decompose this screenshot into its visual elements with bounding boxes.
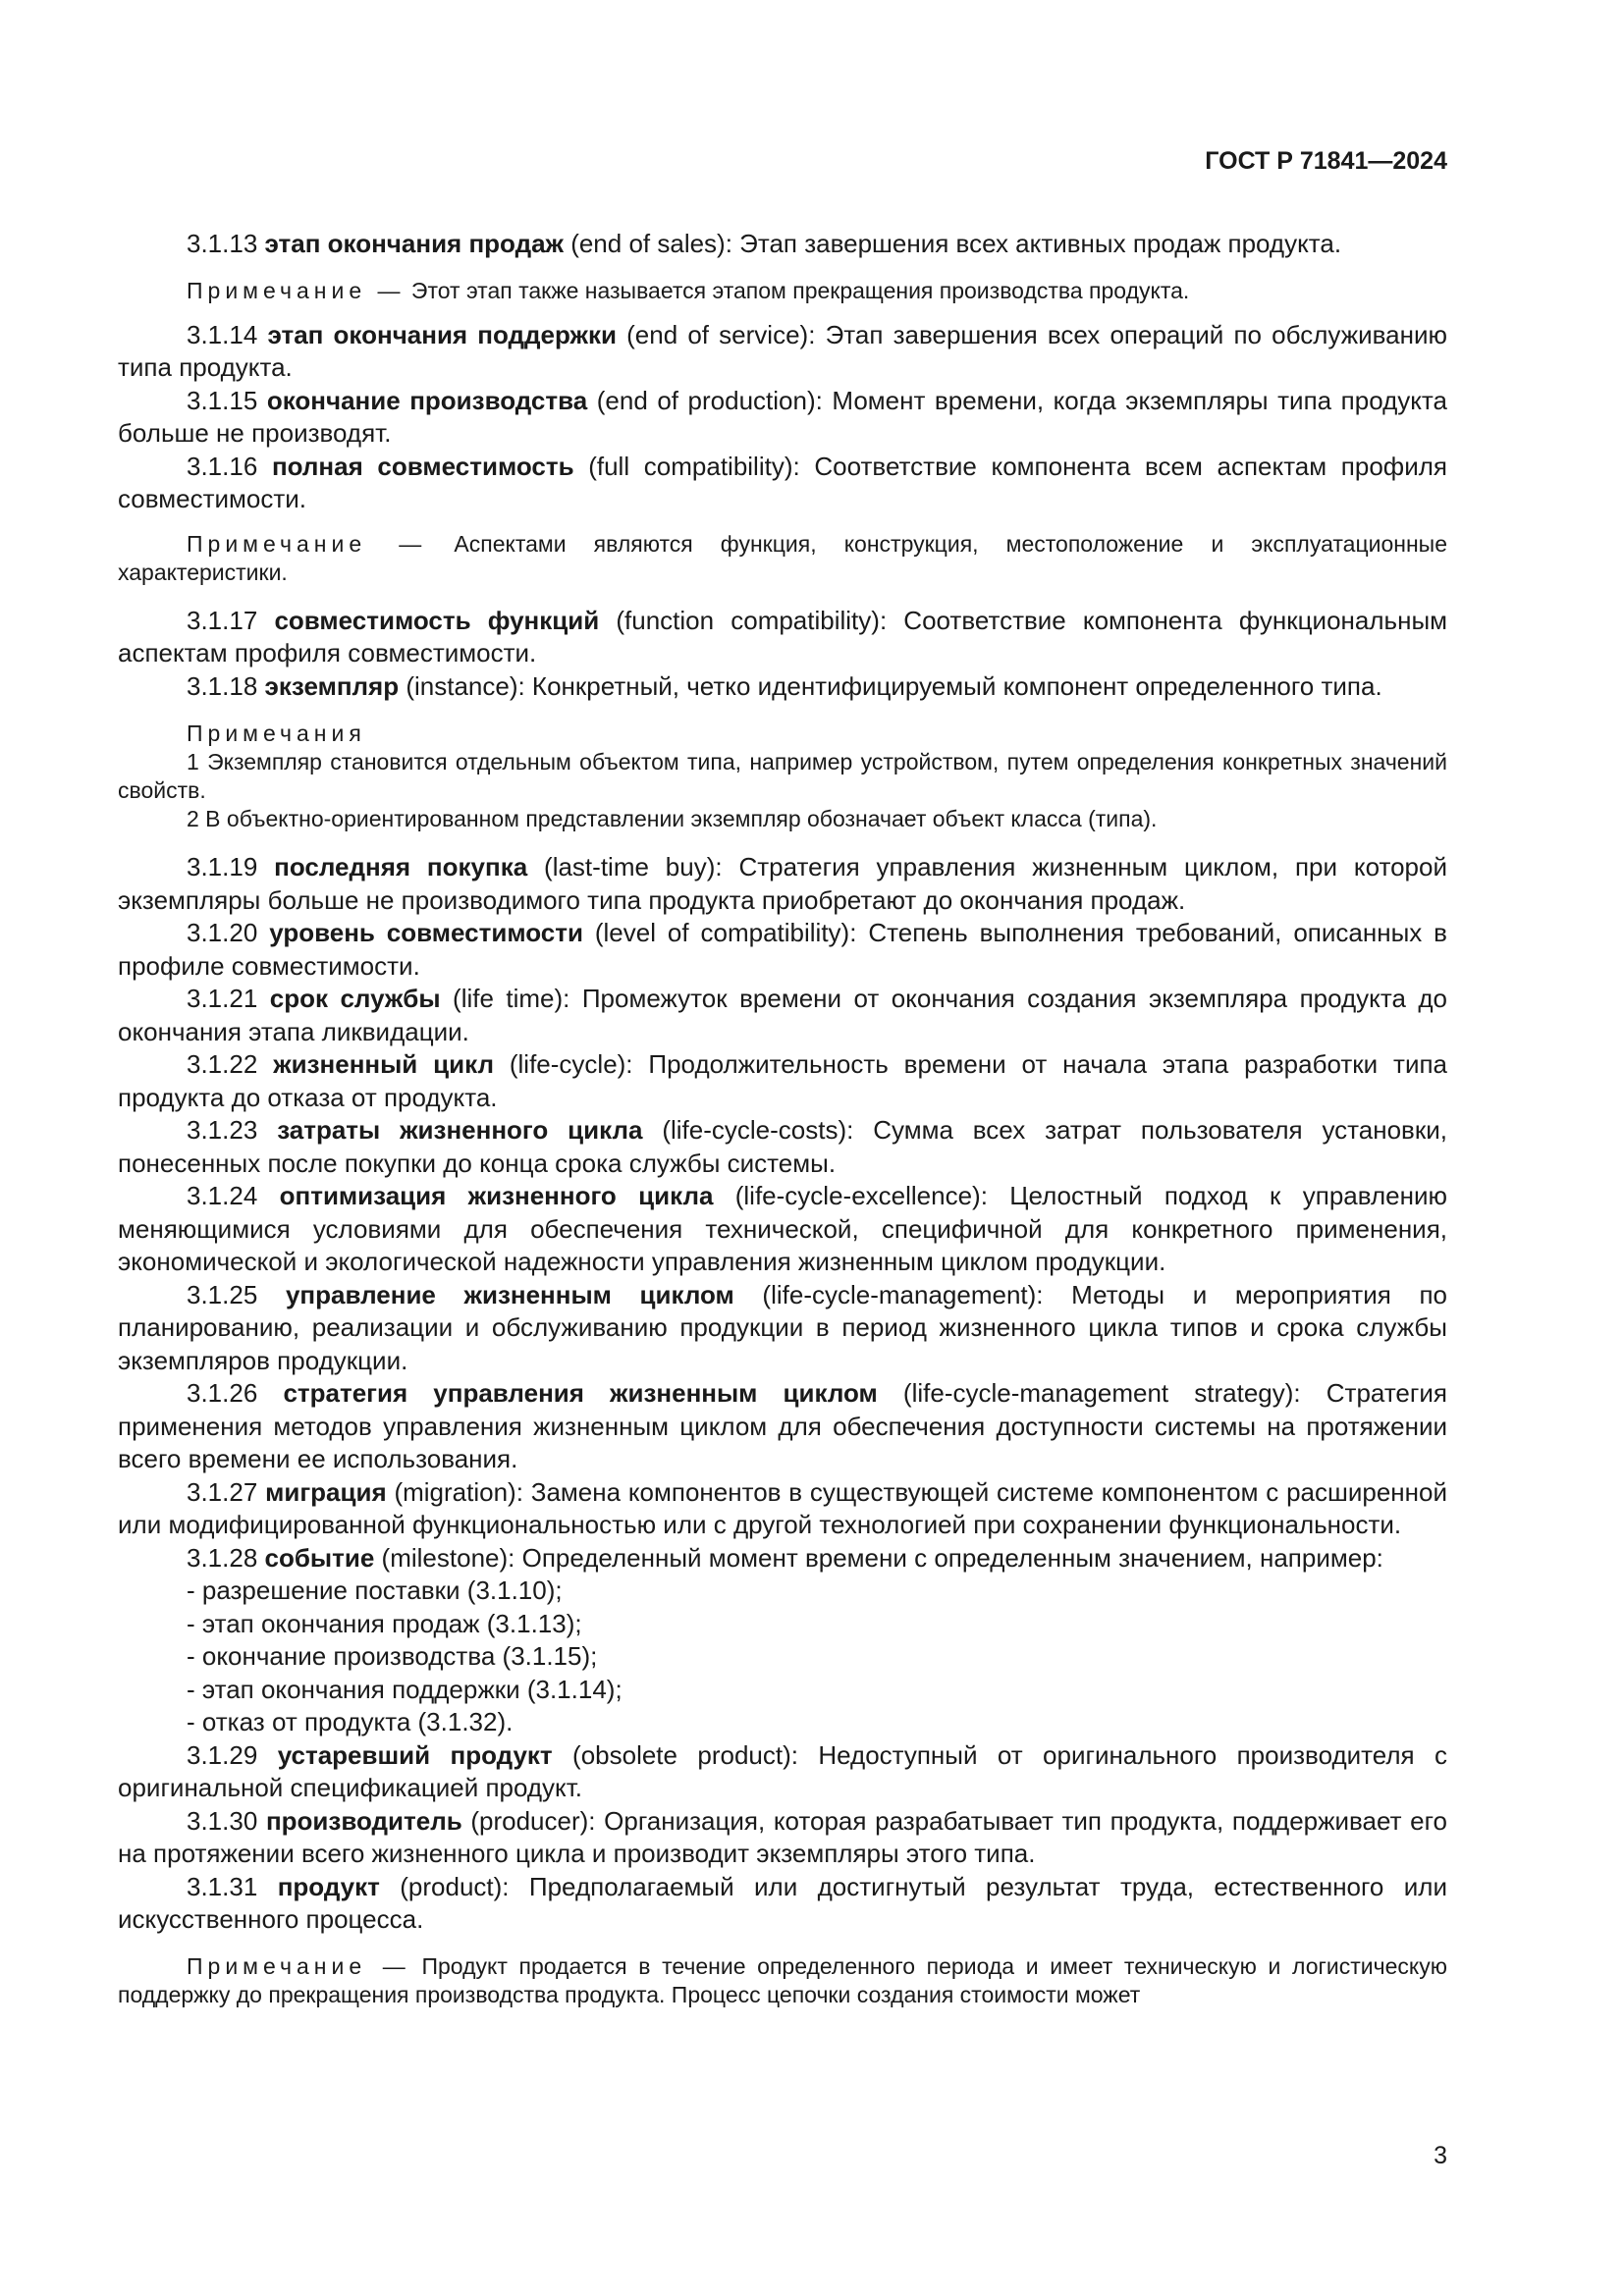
term-number: 3.1.22 — [187, 1049, 258, 1079]
term-number: 3.1.29 — [187, 1739, 258, 1770]
note-3-1-13 — [118, 277, 1447, 305]
list-item: - окончание производства (3.1.15); — [187, 1641, 598, 1671]
term-3-1-29 — [118, 1739, 1447, 1805]
term-3-1-19 — [118, 851, 1447, 917]
page-number: 3 — [1434, 2142, 1447, 2169]
note-text: Аспектами являются функция, конструкция, местоположение и эксплуатационные характеристики. — [118, 530, 1447, 585]
term-name: миграция — [265, 1476, 387, 1507]
term-definition: (life-cycle): Продолжительность времени от начала этапа разработки типа продукта до отказа от продукта. — [118, 1049, 1448, 1112]
term-name: продукт — [277, 1871, 380, 1901]
page-content — [118, 228, 1447, 2009]
term-number: 3.1.24 — [187, 1181, 258, 1210]
note-3-1-31 — [118, 1952, 1447, 2009]
term-definition: (end of sales): Этап завершения всех активных продаж продукта. — [563, 229, 1342, 258]
term-definition: (end of service): Этап завершения всех операций по обслуживанию типа продукта. — [118, 319, 1447, 382]
term-number: 3.1.26 — [187, 1378, 258, 1408]
notes-3-1-18 — [118, 719, 1447, 833]
term-name: производитель — [265, 1805, 462, 1836]
term-name: последняя покупка — [274, 852, 528, 881]
standard-designation: ГОСТ Р 71841—2024 — [1205, 147, 1447, 175]
term-3-1-16 — [118, 451, 1447, 516]
term-3-1-25 — [118, 1279, 1447, 1378]
term-3-1-18 — [118, 670, 1447, 704]
term-name: срок службы — [269, 984, 441, 1013]
list-item: - этап окончания продаж (3.1.13); — [187, 1608, 582, 1638]
term-definition: (end of production): Момент времени, когда экземпляры типа продукта больше не производят. — [118, 385, 1447, 448]
term-number: 3.1.27 — [187, 1476, 258, 1507]
term-3-1-21 — [118, 983, 1447, 1048]
term-definition: (last-time buy): Стратегия управления жизненным циклом, при которой экземпляры больше не производимого типа продукта приобретают до окончания продаж. — [118, 852, 1447, 915]
note-text: Продукт продается в течение определенного периода и имеет техническую и логистическую поддержку до прекращения производства продукта. Процесс цепочки создания стоимости может — [118, 1952, 1447, 2007]
term-name: экземпляр — [264, 670, 400, 701]
term-name: этап окончания продаж — [264, 229, 564, 258]
term-3-1-24 — [118, 1180, 1447, 1279]
term-name: окончание производства — [266, 385, 588, 415]
term-name: управление жизненным циклом — [285, 1279, 734, 1309]
term-3-1-15 — [118, 385, 1447, 451]
term-definition: (life-cycle-costs): Сумма всех затрат пользователя установки, понесенных после покупки до конца срока службы системы. — [118, 1115, 1447, 1178]
term-3-1-30 — [118, 1805, 1447, 1871]
term-number: 3.1.13 — [187, 229, 258, 258]
term-definition: (producer): Организация, которая разрабатывает тип продукта, поддерживает его на протяжении всего жизненного цикла и производит экземпляры этого типа. — [118, 1805, 1447, 1868]
term-number: 3.1.14 — [187, 319, 258, 349]
term-definition: (product): Предполагаемый или достигнутый результат труда, естественного или искусственного процесса. — [118, 1871, 1447, 1934]
term-3-1-23 — [118, 1114, 1447, 1180]
term-3-1-22 — [118, 1048, 1447, 1114]
term-number: 3.1.16 — [187, 451, 258, 481]
notes-label: Примечания — [187, 721, 366, 746]
term-name: событие — [264, 1542, 375, 1573]
term-number: 3.1.30 — [187, 1805, 258, 1836]
term-definition: (life time): Промежуток времени от окончания создания экземпляра продукта до окончания этапа ликвидации. — [118, 984, 1447, 1046]
term-name: стратегия управления жизненным циклом — [283, 1378, 878, 1408]
list-item: - этап окончания поддержки (3.1.14); — [187, 1674, 623, 1704]
term-name: совместимость функций — [274, 605, 600, 635]
term-name: полная совместимость — [271, 451, 574, 481]
term-number: 3.1.19 — [187, 852, 258, 881]
term-number: 3.1.31 — [187, 1871, 258, 1901]
term-definition: (full compatibility): Соответствие компонента всем аспектам профиля совместимости. — [118, 451, 1447, 513]
note-label: Примечание — — [187, 530, 427, 557]
term-name: затраты жизненного цикла — [277, 1115, 643, 1145]
term-number: 3.1.15 — [187, 385, 258, 415]
term-definition: (level of compatibility): Степень выполнения требований, описанных в профиле совместимости. — [118, 918, 1447, 981]
term-name: уровень совместимости — [269, 918, 583, 947]
term-definition: (life-cycle-management): Методы и мероприятия по планированию, реализации и обслуживанию продукции в период жизненного цикла типов и срока службы экземпляров продукции. — [118, 1279, 1447, 1375]
note-item: 2 В объектно-ориентированном представлении экземпляр обозначает объект класса (типа). — [187, 806, 1158, 831]
term-3-1-14 — [118, 319, 1447, 385]
term-number: 3.1.20 — [187, 918, 258, 947]
term-definition: (life-cycle-excellence): Целостный подход к управлению меняющимися условиями для обеспечения технической, специфичной для конкретного применения, экономической и экологической надежности управления жизненным циклом продукции. — [118, 1181, 1447, 1276]
term-name: этап окончания поддержки — [267, 319, 617, 349]
term-number: 3.1.17 — [187, 605, 258, 635]
term-definition: (migration): Замена компонентов в существующей системе компонентом с расширенной или модифицированной функциональностью или с другой технологией при сохранении функциональности. — [118, 1476, 1447, 1539]
term-definition: (function compatibility): Соответствие компонента функциональным аспектам профиля совместимости. — [118, 605, 1448, 667]
term-name: оптимизация жизненного цикла — [279, 1181, 714, 1210]
term-definition: (instance): Конкретный, четко идентифицируемый компонент определенного типа. — [399, 670, 1382, 701]
term-3-1-26 — [118, 1377, 1447, 1476]
term-definition: (milestone): Определенный момент времени с определенным значением, например: — [374, 1542, 1383, 1573]
list-item: - отказ от продукта (3.1.32). — [187, 1707, 514, 1736]
term-number: 3.1.23 — [187, 1115, 258, 1145]
term-number: 3.1.25 — [187, 1279, 258, 1309]
note-3-1-16 — [118, 530, 1447, 587]
term-definition: (life-cycle-management strategy): Стратегия применения методов управления жизненным циклом для обеспечения доступности системы на протяжении всего времени ее использования. — [118, 1378, 1447, 1473]
term-3-1-17 — [118, 605, 1447, 670]
term-3-1-13 — [118, 228, 1447, 261]
note-text: Этот этап также называется этапом прекращения производства продукта. — [410, 277, 1190, 303]
note-item: 1 Экземпляр становится отдельным объектом типа, например устройством, путем определения конкретных значений свойств. — [118, 749, 1447, 803]
term-number: 3.1.21 — [187, 984, 258, 1013]
term-number: 3.1.18 — [187, 670, 258, 701]
list-item: - разрешение поставки (3.1.10); — [187, 1575, 563, 1605]
term-3-1-28 — [118, 1542, 1447, 1575]
term-3-1-27 — [118, 1476, 1447, 1542]
term-3-1-31 — [118, 1871, 1447, 1937]
note-label: Примечание — — [187, 1952, 410, 1979]
note-label: Примечание — — [187, 277, 406, 303]
term-3-1-20 — [118, 917, 1447, 983]
term-name: жизненный цикл — [273, 1049, 494, 1079]
term-definition: (obsolete product): Недоступный от оригинального производителя с оригинальной спецификацией продукт. — [118, 1739, 1447, 1802]
milestone-list — [118, 1575, 1447, 1739]
term-number: 3.1.28 — [187, 1542, 258, 1573]
term-name: устаревший продукт — [277, 1739, 553, 1770]
